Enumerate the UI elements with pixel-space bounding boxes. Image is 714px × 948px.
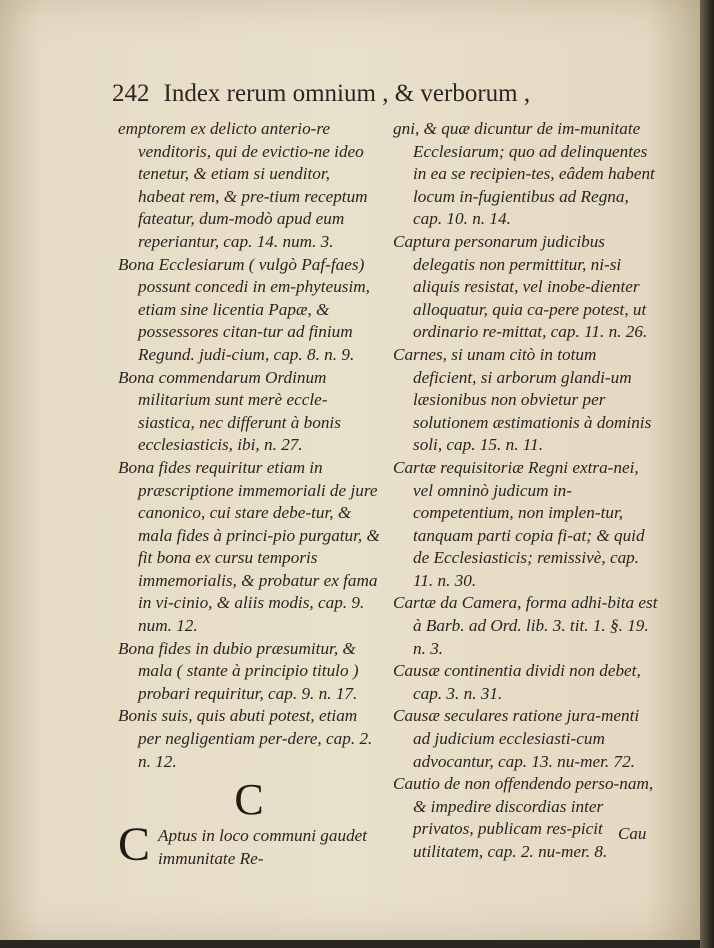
index-entry: Bona fides in dubio præsumitur, & mala ( stante à principio titulo ) probari requiritur, cap. 9. n. 17. [118,638,359,703]
index-entry: Bonis suis, quis abuti potest, etiam per negligentiam per-dere, cap. 2. n. 12. [118,706,373,771]
index-entry: Cartæ requisitoriæ Regni extra-nei, vel omninò judicum in-competentium, non implen-tur, tanquam parti copia fi-at; & quid de Ecclesiasticis; remissivè, cap. 11. n. 30. [393,457,645,590]
right-column [393,118,658,864]
left-column [118,118,380,870]
drop-cap: C [118,818,151,872]
page-edge [700,0,714,948]
catchword: Cau [618,824,647,843]
index-entry: Bona commendarum Ordinum militarium sunt merè eccle-siastica, nec differunt à bonis ecclesiasticis, ibi, n. 27. [118,367,341,455]
index-entry: Cartæ da Camera, forma adhi-bita est à Barb. ad Ord. lib. 3. tit. 1. §. 19. n. 3. [393,593,658,658]
index-entry: Cautio de non offendendo perso-nam, & impedire discordias inter privatos, publicam res-picit utilitatem, cap. 2. nu-mer. 8. [393,774,654,861]
dropcap-entry [118,818,380,872]
section-letter: C [234,775,264,825]
index-entry: Carnes, si unam citò in totum deficient, si arborum glandi-um læsionibus non obvietur per solutionem æstimationis à dominis soli, cap. 15. n. 11. [393,344,652,455]
dropcap-entry-text: Aptus in loco communi gaudet immunitate Re- [158,826,368,868]
index-entry: Bona Ecclesiarum ( vulgò Paf-faes) possunt concedi in em-phyteusim, etiam sine licentia Papæ, & possessores citan-tur ad finium Regund. judi-cium, cap. 8. n. 9. [118,254,370,364]
index-entry: Causæ continentia dividi non debet, cap. 3. n. 31. [393,661,641,703]
index-entry: gni, & quæ dicuntur de im-munitate Ecclesiarum; quo ad delinquentes in ea se recipien-tes, eâdem habent locum in-fugientibus ad Regna, cap. 10. n. 14. [393,119,655,229]
page-number: 242 [112,80,150,107]
index-entry: emptorem ex delicto anterio-re venditoris, qui de evictio-ne ideo tenetur, & etiam si uenditor, habeat rem, & pre-tium receptum fateatur, dum-modò apud eum reperiantur, cap. 14. num. 3. [118,119,368,251]
page-header [112,80,592,108]
index-entry: Bona fides requiritur etiam in præscriptione immemoriali de jure canonico, cui stare debe-tur, & mala fides à princi-pio purgatur, & fit bona ex cursu temporis immemorialis, & probatur ex fama in vi-cinio, & aliis modis, cap. 9. num. 12. [118,457,380,636]
running-title: Index rerum omnium , & verborum , [163,80,531,107]
index-entry: Causæ seculares ratione jura-menti ad judicium ecclesiasti-cum advocantur, cap. 13. nu-mer. 72. [393,706,640,771]
index-entry: Captura personarum judicibus delegatis non permittitur, ni-si aliquis resistat, vel inobe-dienter alloquatur, quia ca-pere potest, ut ordinario re-mittat, cap. 11. n. 26. [393,231,648,342]
